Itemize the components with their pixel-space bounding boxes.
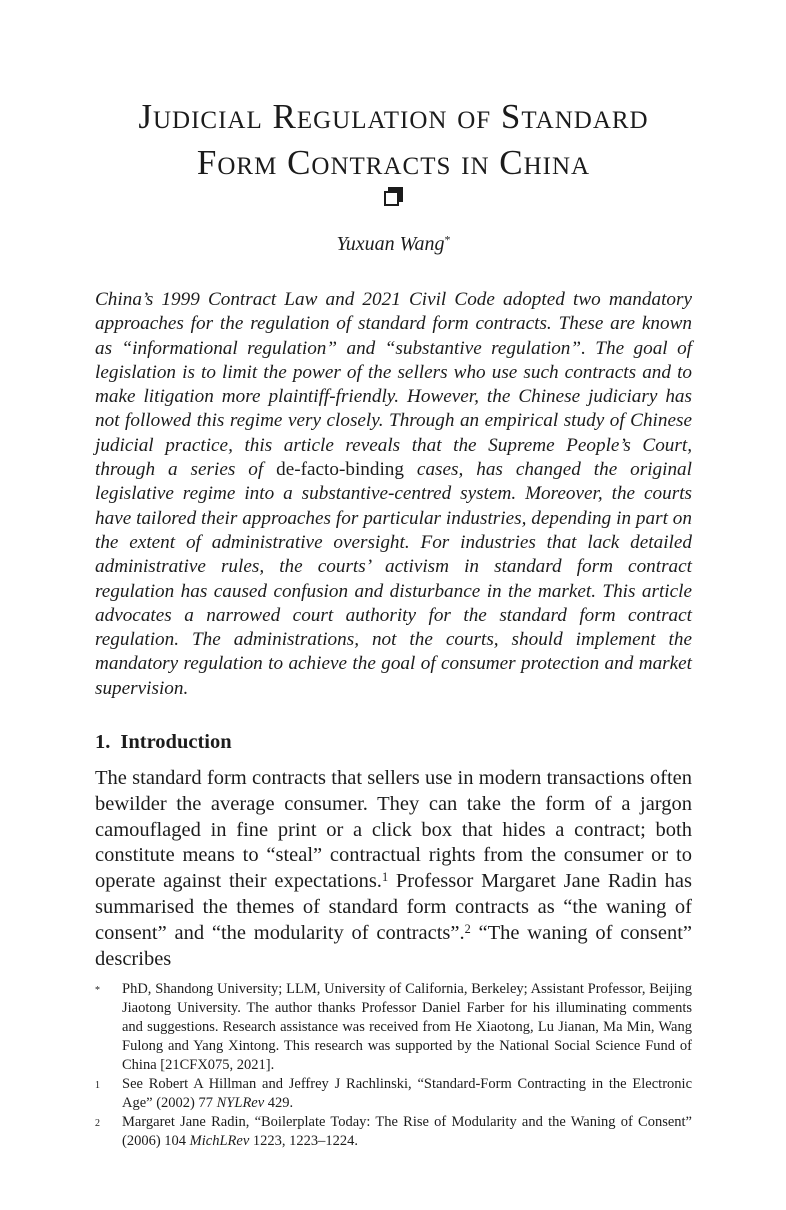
footnote-text: [122, 1113, 692, 1151]
text-segment: Professor Margaret Jane Radin has summarised the themes of standard form contracts as “the waning of consent” and “the modularity of contracts”.: [95, 870, 692, 944]
footnote-marker: 2: [95, 1118, 100, 1129]
footnote-text: [122, 1075, 692, 1113]
article-title: [95, 94, 692, 186]
footnote-item-1: [95, 1075, 692, 1113]
footnote-reference-superscript: 2: [464, 921, 471, 936]
text-segment: The standard form contracts that sellers use in modern transactions often bewilder the average consumer. They can take the form of a jargon camouflaged in fine print or a click box that hides a contract; both constitute means to “steal” contractual rights from the consumer or to operate against their expectations.: [95, 767, 692, 893]
text-segment: China’s 1999 Contract Law and 2021 Civil Code adopted two mandatory approaches for the regulation of standard form contracts. These are known as “informational regulation” and “substantive regulation”. The goal of legislation is to limit the power of the sellers who use such contracts and to make litigation more plaintiff-friendly. However, the Chinese judiciary has not followed this regime very closely. Through an empirical study of Chinese judicial practice, this article reveals that the Supreme People’s Court, through a series of: [95, 289, 692, 481]
section-title: Introduction: [120, 731, 232, 753]
text-segment: MichLRev: [189, 1133, 250, 1149]
text-segment: cases, has changed the original legislative regime into a substantive-centred system. Moreover, the courts have tailored their approaches for particular industries, depending in part on the extent of administrative oversight. For industries that lack detailed administrative rules, the courts’ activism in standard form contract regulation has caused confusion and disturbance in the market. This article advocates a narrowed court authority for the standard form contract regulation. The administrations, not the courts, should implement the mandatory regulation to achieve the goal of consumer protection and market supervision.: [95, 459, 692, 699]
footnote-marker: *: [95, 985, 100, 996]
text-segment: Margaret Jane Radin, “Boilerplate Today: The Rise of Modularity and the Waning of Consent” (2006) 104: [122, 1114, 692, 1149]
footnote-item-asterisk: [95, 980, 692, 1075]
text-column: [95, 0, 692, 1210]
footnotes-section: [95, 980, 692, 1151]
title-line-2: Form Contracts in China: [196, 143, 591, 182]
text-segment: See Robert A Hillman and Jeffrey J Rachlinski, “Standard-Form Contracting in the Electronic Age” (2002) 77: [122, 1076, 692, 1111]
section-number: 1.: [95, 731, 111, 753]
text-segment: NYLRev: [216, 1095, 265, 1111]
section-heading: [95, 731, 692, 754]
author-byline: [95, 233, 692, 256]
drop-shadowed-square-icon: [384, 191, 399, 206]
footnote-item-2: [95, 1113, 692, 1151]
footnote-text: [122, 980, 692, 1075]
text-segment: 429.: [264, 1095, 294, 1111]
footnote-reference-superscript: 1: [381, 870, 389, 885]
text-segment: “The waning of consent” describes: [95, 921, 692, 970]
author-name: Yuxuan Wang: [336, 233, 445, 255]
body-paragraph: [95, 766, 692, 972]
text-segment: 1223, 1223–1224.: [249, 1133, 359, 1149]
abstract-paragraph: [95, 288, 692, 701]
title-line-1: Judicial Regulation of Standard: [138, 97, 649, 136]
title-ornament-row: [95, 191, 692, 211]
footnote-marker: 1: [95, 1080, 100, 1091]
text-segment: PhD, Shandong University; LLM, University of California, Berkeley; Assistant Professor, Beijing Jiaotong University. The author thanks Professor Daniel Farber for his illuminating comments and suggestions. Research assistance was received from He Xiaotong, Lu Jianan, Ma Min, Wang Fulong and Yang Xintong. This research was supported by the National Social Science Fund of China [21CFX075, 2021].: [122, 981, 692, 1073]
author-footnote-marker: *: [444, 232, 451, 247]
text-segment: de-facto-binding: [276, 459, 404, 481]
